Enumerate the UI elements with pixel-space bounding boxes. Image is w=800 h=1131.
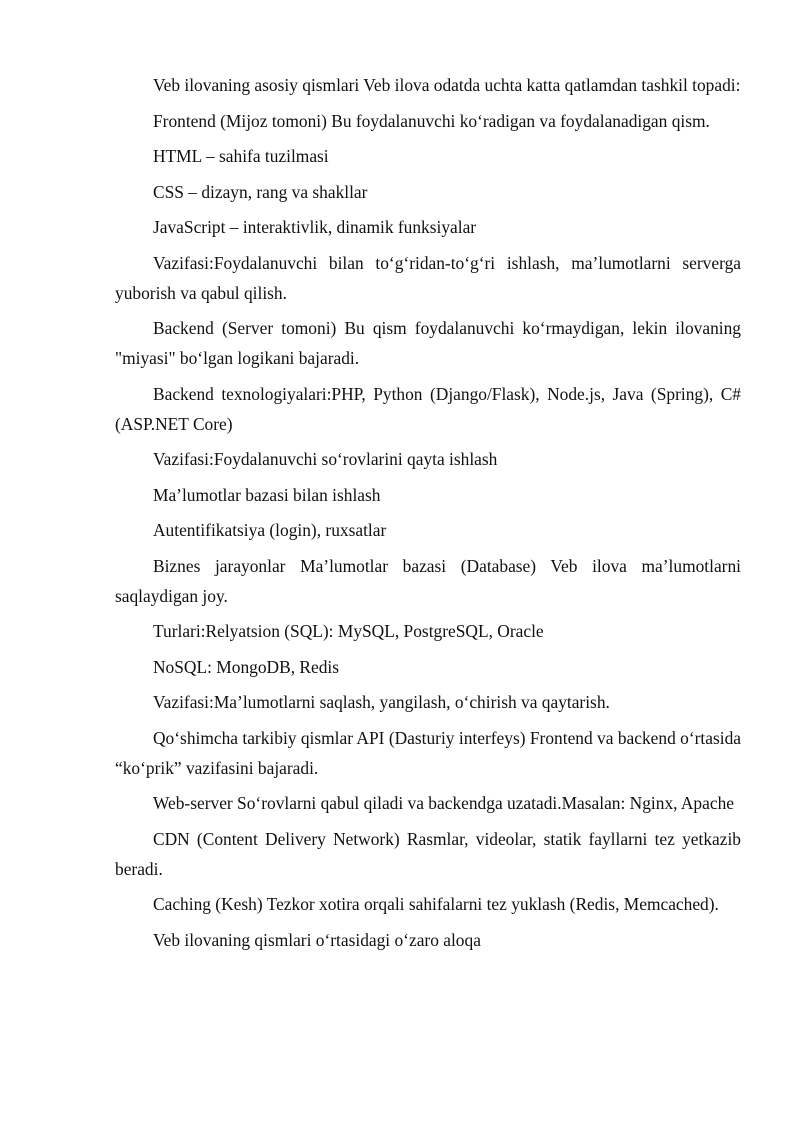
paragraph-frontend-task: Vazifasi:Foydalanuvchi bilan toʻgʻridan-toʻgʻri ishlash, maʼlumotlarni serverga yuborish va qabul qilish. [115,252,741,303]
paragraph-database-task: Vazifasi:Maʼlumotlarni saqlash, yangilash, oʻchirish va qaytarish. [153,692,610,712]
paragraph-database-work: Maʼlumotlar bazasi bilan ishlash [153,484,381,505]
paragraph-cdn: CDN (Content Delivery Network) Rasmlar, videolar, statik fayllarni tez yetkazib beradi. [115,828,741,879]
paragraph-frontend: Frontend (Mijoz tomoni) Bu foydalanuvchi koʻradigan va foydalanadigan qism. [153,110,710,131]
paragraph-interaction: Veb ilovaning qismlari oʻrtasidagi oʻzaro aloqa [153,929,481,950]
paragraph-html: HTML – sahifa tuzilmasi [153,146,329,166]
paragraph-backend-tech: Backend texnologiyalari:PHP, Python (Django/Flask), Node.js, Java (Spring), C# (ASP.NET Core) [115,383,741,434]
paragraph-javascript: JavaScript – interaktivlik, dinamik funksiyalar [153,217,477,237]
paragraph-backend-task: Vazifasi:Foydalanuvchi soʻrovlarini qayta ishlash [153,449,498,469]
paragraph-nosql: NoSQL: MongoDB, Redis [153,656,339,677]
paragraph-auth: Autentifikatsiya (login), ruxsatlar [153,520,387,540]
paragraph-web-server: Web-server Soʻrovlarni qabul qiladi va backendga uzatadi.Masalan: Nginx, Apache [153,793,734,813]
paragraph-database: Biznes jarayonlar Maʼlumotlar bazasi (Database) Veb ilova maʼlumotlarni saqlaydigan joy. [115,555,741,606]
paragraph-api: Qoʻshimcha tarkibiy qismlar API (Dasturiy interfeys) Frontend va backend oʻrtasida “koʻprik” vazifasini bajaradi. [115,727,741,778]
paragraph-caching: Caching (Kesh) Tezkor xotira orqali sahifalarni tez yuklash (Redis, Memcached). [153,894,719,914]
document-page [115,70,741,960]
paragraph-backend: Backend (Server tomoni) Bu qism foydalanuvchi koʻrmaydigan, lekin ilovaning "miyasi" boʻlgan logikani bajaradi. [115,318,741,368]
paragraph-css: CSS – dizayn, rang va shakllar [153,181,368,202]
paragraph-sql-types: Turlari:Relyatsion (SQL): MySQL, PostgreSQL, Oracle [153,621,544,641]
paragraph-intro: Veb ilovaning asosiy qismlari Veb ilova odatda uchta katta qatlamdan tashkil topadi: [153,75,741,95]
